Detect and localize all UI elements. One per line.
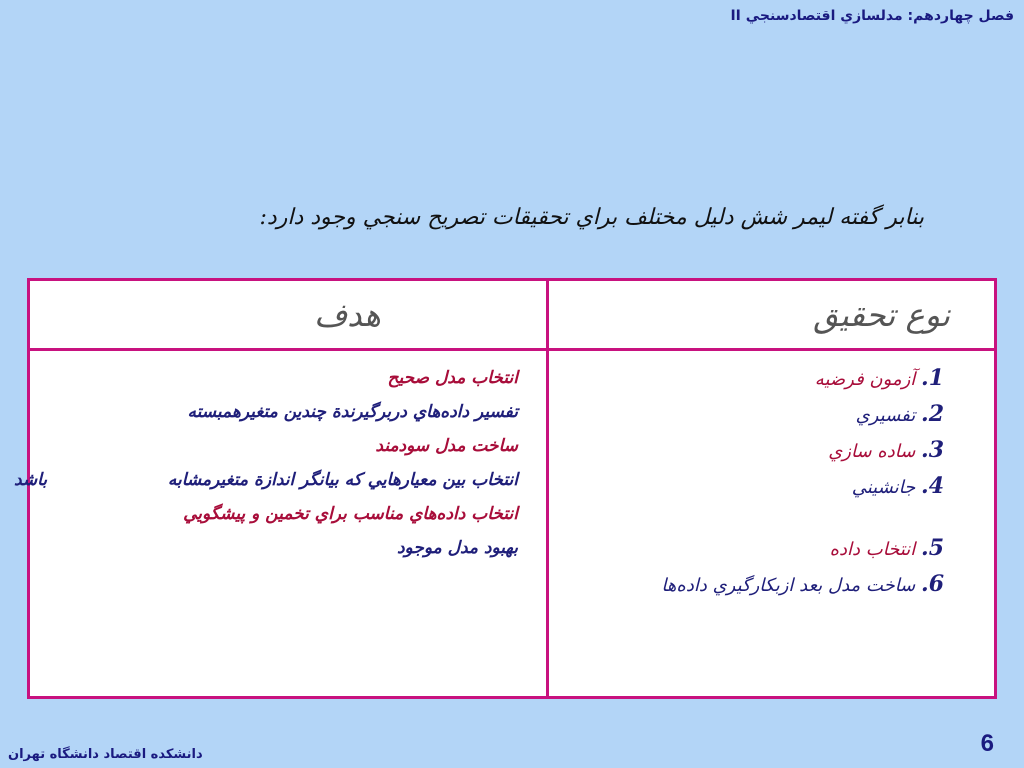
goal-item xyxy=(40,531,518,565)
table-body-row xyxy=(29,350,996,698)
goal-text: ساخت مدل سودمند xyxy=(375,436,518,456)
item-number: 4. xyxy=(921,473,944,499)
types-cell xyxy=(548,350,996,698)
research-table xyxy=(14,278,997,699)
goal-item xyxy=(40,429,518,463)
item-label: آزمون فرضيه xyxy=(814,369,916,390)
item-label: ساده سازي xyxy=(828,441,916,462)
item-label: انتخاب داده xyxy=(829,539,916,560)
research-type-item xyxy=(559,397,944,433)
column-header-goal: هدف xyxy=(29,280,548,350)
goal-text: انتخاب داده‌هاي مناسب براي تخمين و پيشگويي xyxy=(183,504,518,524)
research-type-item xyxy=(559,567,944,603)
goal-item xyxy=(40,497,518,531)
item-number: 2. xyxy=(921,401,944,427)
page-number: 6 xyxy=(980,730,994,757)
goal-text-tail: باشد xyxy=(14,470,48,490)
item-label: جانشيني xyxy=(851,477,916,498)
table-header-row xyxy=(29,280,996,350)
item-label: ساخت مدل بعد ازبكارگيري داده‌ها xyxy=(661,575,916,596)
research-type-item xyxy=(559,433,944,469)
item-number: 3. xyxy=(921,437,944,463)
item-number: 5. xyxy=(921,535,944,561)
item-number: 1. xyxy=(921,365,944,391)
item-label: تفسيري xyxy=(855,405,916,426)
chapter-title: فصل چهاردهم: مدلسازي اقتصادسنجي II xyxy=(730,8,1014,24)
footer-faculty-name: دانشكده اقتصاد دانشگاه تهران xyxy=(8,747,203,762)
goal-item xyxy=(40,395,518,429)
goals-cell xyxy=(14,350,548,698)
research-type-item xyxy=(559,469,944,505)
goal-text: انتخاب مدل صحيح xyxy=(387,368,518,388)
goal-text: انتخاب بين معيارهايي كه بيانگر اندازة متغيرمشابه xyxy=(167,470,518,490)
item-number: 6. xyxy=(921,571,944,597)
research-type-item xyxy=(559,361,944,397)
research-type-item xyxy=(559,531,944,567)
goal-list xyxy=(14,361,518,565)
goal-text: بهبود مدل موجود xyxy=(396,538,518,558)
column-header-type: نوع تحقيق xyxy=(548,280,996,350)
goal-text: تفسير داده‌هاي دربرگيرندة چندين متغيرهمبسته xyxy=(187,402,518,422)
research-type-list xyxy=(559,361,944,603)
goal-item xyxy=(40,361,518,395)
goal-item xyxy=(14,463,518,497)
intro-text: بنابر گفته ليمر شش دليل مختلف براي تحقيقات تصريح سنجي وجود دارد: xyxy=(259,205,924,230)
